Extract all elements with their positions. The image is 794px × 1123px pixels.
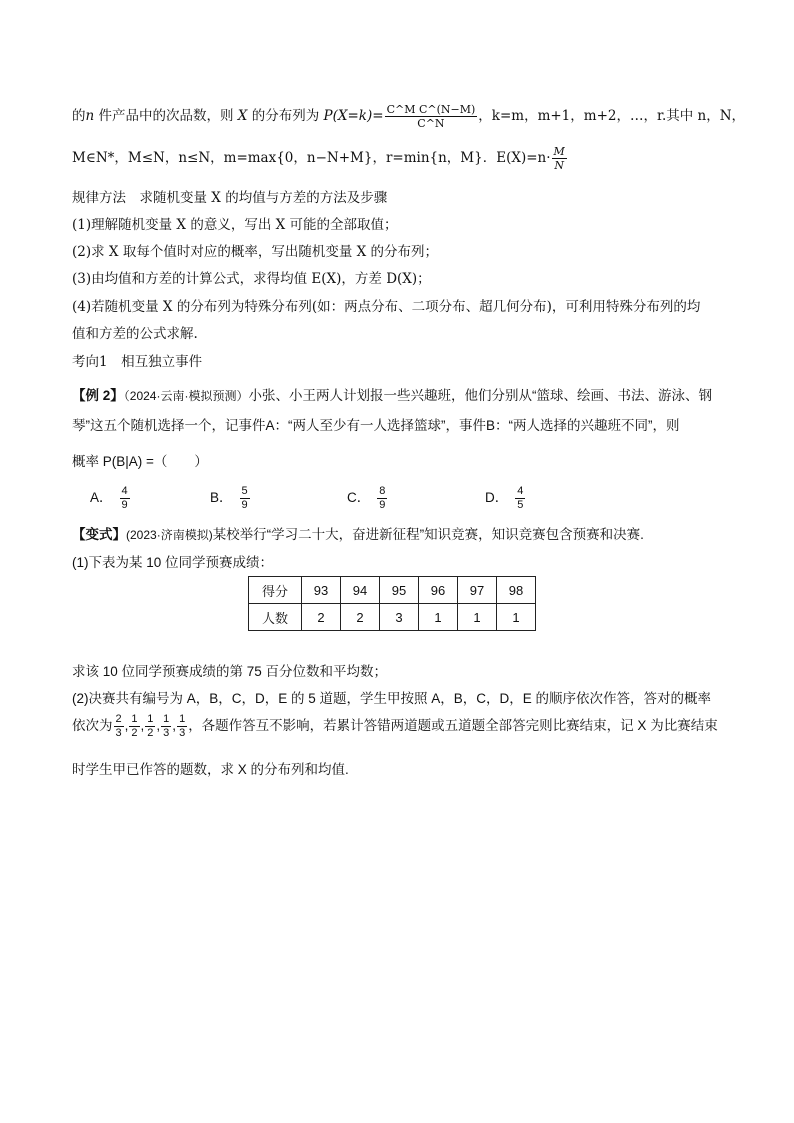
fraction-numerator: 1: [163, 713, 170, 725]
prob-fraction: [177, 714, 187, 739]
fraction-numerator: 2: [115, 713, 122, 725]
table-cell: 人数: [249, 604, 302, 631]
table-cell: 96: [419, 577, 458, 604]
option-label: A．: [90, 490, 113, 506]
fraction-numerator: 1: [147, 713, 154, 725]
fraction-numerator: 8: [379, 485, 386, 497]
intro-line-2: [72, 146, 568, 171]
variant-q1b: 求该 10 位同学预赛成绩的第 75 百分位数和平均数；: [72, 664, 388, 679]
table-cell: 1: [458, 604, 497, 631]
intro-var-n: n: [85, 108, 95, 124]
table-cell: 98: [497, 577, 536, 604]
expectation-fraction: [552, 146, 567, 171]
variant-tag: 【变式】: [72, 527, 126, 542]
method-title: 规律方法 求随机变量 X 的均值与方差的方法及步骤: [72, 190, 388, 206]
option-c[interactable]: [347, 486, 388, 511]
fraction-numerator: 1: [179, 713, 186, 725]
example-line-1: [72, 384, 712, 404]
fraction-numerator: 4: [121, 485, 128, 497]
fraction-denominator: 3: [179, 727, 186, 739]
option-fraction: [515, 486, 525, 511]
variant-q2b: 依次为 $\frac{2}{3}$ , $\frac{1}{2}$ , $\frac{1}{2}$ , $\frac{1}{3}$ , $\frac{1}{3}$ ，各题作答互不影响，若累计答错两道题或五道题全部答完则比赛结束，记 X 为比赛结束: [72, 713, 718, 739]
variant-q2a: (2)决赛共有编号为 A，B，C，D，E 的 5 道题，学生甲按照 A，B，C，D，E 的顺序依次作答，答对的概率: [72, 691, 712, 706]
option-b[interactable]: [210, 486, 251, 511]
fraction-numerator: C^M C^(N−M): [386, 103, 476, 116]
fraction-denominator: N: [554, 159, 564, 172]
table-cell: 2: [302, 604, 341, 631]
fraction-denominator: 9: [241, 499, 248, 511]
score-table: [248, 576, 536, 631]
fraction-denominator: 9: [379, 499, 386, 511]
table-cell: 95: [380, 577, 419, 604]
option-fraction: [120, 486, 130, 511]
variant-text: 依次为: [72, 718, 113, 734]
variant-source: (2023·济南模拟): [126, 528, 213, 542]
table-cell: 97: [458, 577, 497, 604]
method-step-4b: 值和方差的公式求解.: [72, 326, 198, 342]
variant-text: ，各题作答互不影响，若累计答错两道题或五道题全部答完则比赛结束，记 X 为比赛结束: [188, 718, 718, 734]
fraction-denominator: 2: [147, 727, 154, 739]
fraction-numerator: M: [553, 145, 565, 158]
option-label: C．: [347, 490, 371, 506]
table-row: [249, 604, 536, 631]
table-cell: 得分: [249, 577, 302, 604]
table-cell: 94: [341, 577, 380, 604]
fraction-denominator: 9: [121, 499, 128, 511]
intro-prob-expr: P(X=k)=: [323, 108, 384, 124]
table-cell: 1: [419, 604, 458, 631]
example-line-3: 概率 P(B|A) =（ ）: [72, 454, 208, 469]
example-line-2: 琴”这五个随机选择一个，记事件A：“两人至少有一人选择篮球”，事件B：“两人选择的兴趣班不同”，则: [72, 418, 680, 433]
fraction-denominator: 2: [131, 727, 138, 739]
table-row: [249, 577, 536, 604]
intro-text: 的: [72, 108, 86, 124]
example-text: 小张、小王两人计划报一些兴趣班，他们分别从“篮球、绘画、书法、游泳、钢: [248, 388, 712, 403]
table-cell: 3: [380, 604, 419, 631]
method-step-4a: (4)若随机变量 X 的分布列为特殊分布列(如：两点分布、二项分布、超几何分布)，可利用特殊分布列的均: [72, 299, 701, 315]
fraction-numerator: 4: [517, 485, 524, 497]
option-fraction: [240, 486, 250, 511]
option-d[interactable]: [485, 486, 526, 511]
prob-fraction: [161, 714, 171, 739]
option-label: B．: [210, 490, 233, 506]
intro-text: 的分布列为: [247, 108, 324, 124]
intro-text: ，k=m，m+1，m+2，…，r.其中 n，N，: [478, 108, 746, 124]
fraction-denominator: 3: [115, 727, 122, 739]
prob-fraction: [145, 714, 155, 739]
intro-line-1: [72, 104, 745, 129]
option-fraction: [377, 486, 387, 511]
fraction-numerator: 1: [131, 713, 138, 725]
variant-line-1: [72, 523, 644, 543]
method-step-3: (3)由均值和方差的计算公式，求得均值 E(X)，方差 D(X)；: [72, 271, 431, 287]
example-source: （2024·云南·模拟预测）: [123, 389, 249, 403]
intro-var-x: X: [237, 108, 248, 124]
table-cell: 2: [341, 604, 380, 631]
hypergeometric-fraction: [385, 104, 478, 129]
fraction-denominator: 5: [517, 499, 524, 511]
example-tag: 【例 2】: [72, 388, 124, 403]
fraction-denominator: C^N: [417, 117, 445, 130]
variant-q1: (1)下表为某 10 位同学预赛成绩：: [72, 555, 274, 570]
prob-fraction: [114, 714, 124, 739]
table-cell: 1: [497, 604, 536, 631]
table-cell: 93: [302, 577, 341, 604]
intro-text: 件产品中的次品数，则: [94, 108, 238, 124]
intro-text: M∈N*，M≤N，n≤N，m=max{0，n−N+M}，r=min{n，M}．E(X)=n·: [72, 150, 551, 166]
section-heading: 考向1 相互独立事件: [72, 354, 203, 370]
method-step-2: (2)求 X 取每个值时对应的概率，写出随机变量 X 的分布列；: [72, 244, 439, 260]
option-a[interactable]: [90, 486, 131, 511]
option-label: D．: [485, 490, 509, 506]
variant-q2c: 时学生甲已作答的题数，求 X 的分布列和均值.: [72, 762, 349, 777]
method-step-1: (1)理解随机变量 X 的意义，写出 X 可能的全部取值；: [72, 217, 398, 233]
variant-text: 某校举行“学习二十大，奋进新征程”知识竞赛，知识竞赛包含预赛和决赛.: [212, 527, 644, 542]
prob-fraction: [129, 714, 139, 739]
fraction-numerator: 5: [241, 485, 248, 497]
fraction-denominator: 3: [163, 727, 170, 739]
